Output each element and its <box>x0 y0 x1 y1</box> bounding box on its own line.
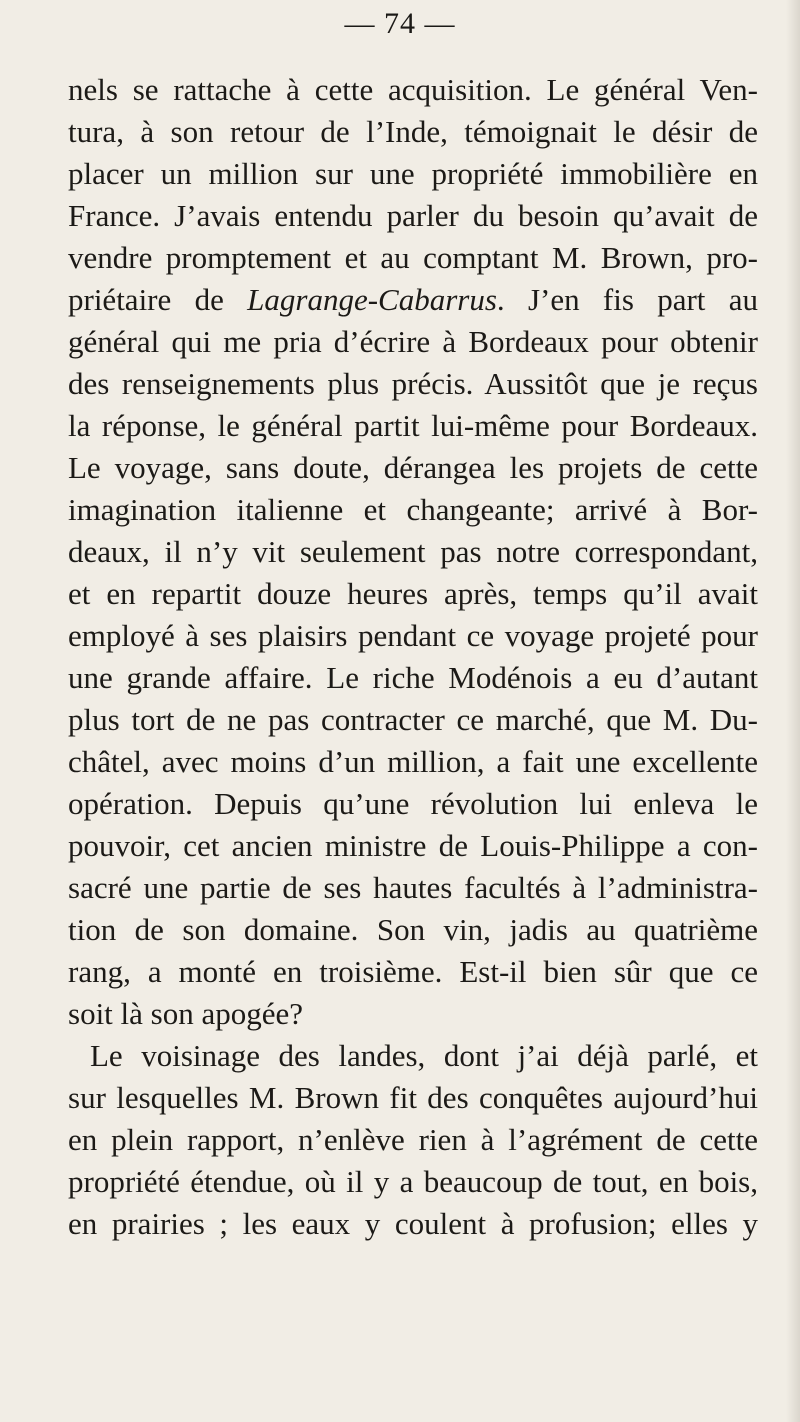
text-line: employé à ses plaisirs pendant ce voyage projeté pour <box>68 618 758 653</box>
page-number: — 74 — <box>344 7 456 40</box>
text-line: soit là son apogée? <box>68 996 304 1031</box>
text-line: sacré une partie de ses hautes facultés à l’administra- <box>68 870 758 905</box>
text-line: une grande affaire. Le riche Modénois a eu d’autant <box>68 660 758 695</box>
text-line: en prairies ; les eaux y coulent à profusion; elles y <box>68 1206 758 1241</box>
text-line: la réponse, le général partit lui-même pour Bordeaux. <box>68 408 758 443</box>
text-line: France. J’avais entendu parler du besoin qu’avait de <box>68 198 758 233</box>
text-fragment: priétaire de <box>68 282 248 317</box>
text-line: nels se rattache à cette acquisition. Le général Ven- <box>68 72 758 107</box>
text-line-with-italic <box>68 279 758 321</box>
italic-estate-name: Lagrange-Cabarrus <box>247 282 497 317</box>
page-edge-shadow <box>786 0 800 1422</box>
text-line: sur lesquelles M. Brown fit des conquêtes aujourd’hui <box>68 1080 758 1115</box>
text-line: Le voyage, sans doute, dérangea les projets de cette <box>68 450 758 485</box>
text-line: opération. Depuis qu’une révolution lui enleva le <box>68 786 758 821</box>
text-line: tion de son domaine. Son vin, jadis au quatrième <box>68 912 758 947</box>
text-line: deaux, il n’y vit seulement pas notre correspondant, <box>68 534 758 569</box>
text-line: général qui me pria d’écrire à Bordeaux pour obtenir <box>68 324 758 359</box>
text-line: et en repartit douze heures après, temps qu’il avait <box>68 576 758 611</box>
text-line: pouvoir, cet ancien ministre de Louis-Philippe a con- <box>68 828 758 863</box>
text-line: vendre promptement et au comptant M. Brown, pro- <box>68 240 758 275</box>
text-fragment: . J’en fis part au <box>496 282 758 317</box>
body-text <box>68 69 758 1245</box>
text-line: châtel, avec moins d’un million, a fait une excellente <box>68 744 758 779</box>
text-line: imagination italienne et changeante; arrivé à Bor- <box>68 492 758 527</box>
text-line: propriété étendue, où il y a beaucoup de tout, en bois, <box>68 1164 758 1199</box>
text-line: plus tort de ne pas contracter ce marché, que M. Du- <box>68 702 758 737</box>
text-line: rang, a monté en troisième. Est-il bien sûr que ce <box>68 954 758 989</box>
text-line: placer un million sur une propriété immobilière en <box>68 156 758 191</box>
text-line-paragraph-start: Le voisinage des landes, dont j’ai déjà parlé, et <box>90 1038 758 1073</box>
text-line: tura, à son retour de l’Inde, témoignait le désir de <box>68 114 758 149</box>
text-line: des renseignements plus précis. Aussitôt que je reçus <box>68 366 758 401</box>
text-line: en plein rapport, n’enlève rien à l’agrément de cette <box>68 1122 758 1157</box>
